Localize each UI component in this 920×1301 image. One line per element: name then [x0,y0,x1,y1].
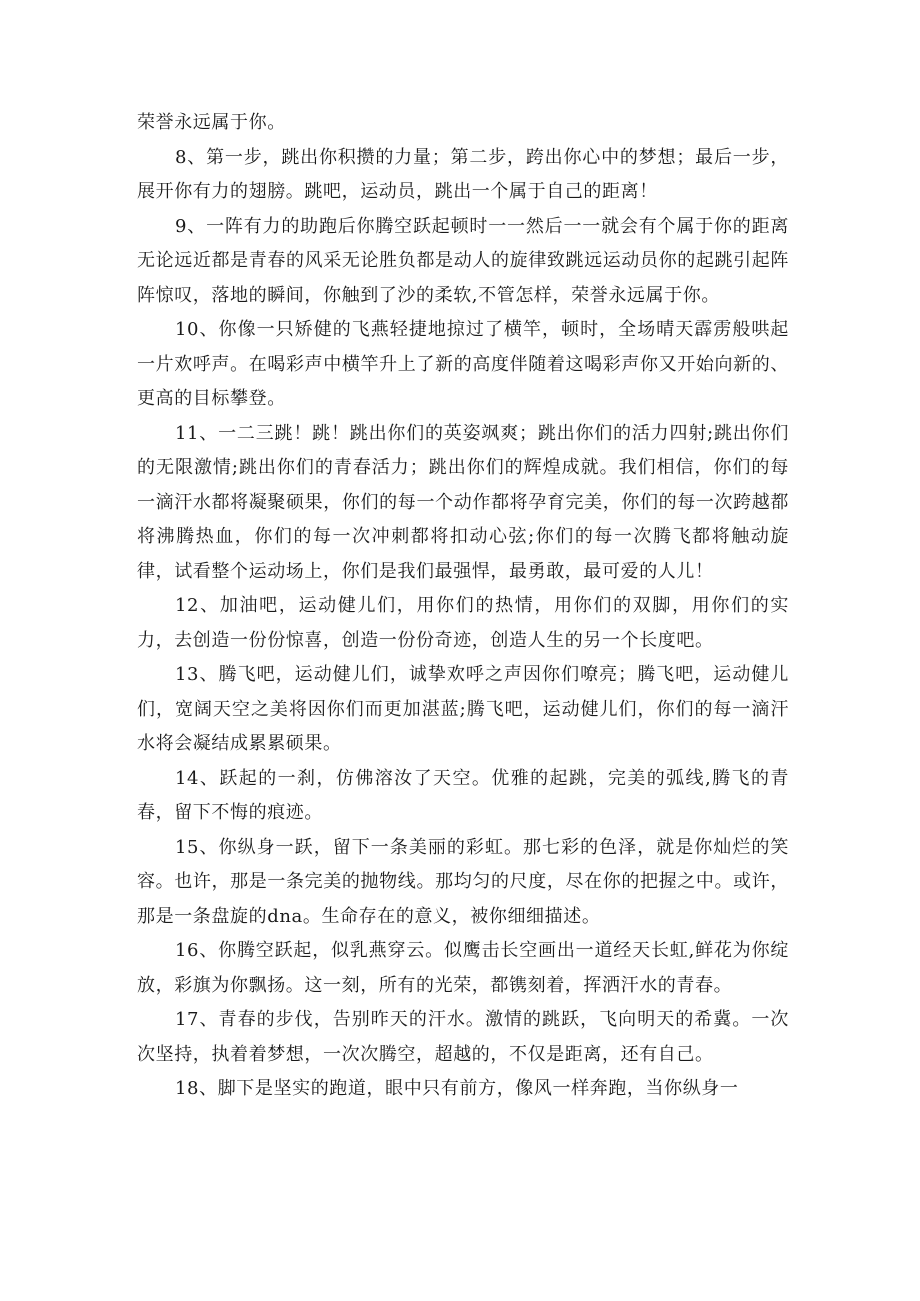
paragraph-17: 17、青春的步伐，告别昨天的汗水。激情的跳跃，飞向明天的希冀。一次次坚持，执着着梦想，一次次腾空，超越的，不仅是距离，还有自己。 [137,1009,789,1065]
paragraph-15: 15、你纵身一跃，留下一条美丽的彩虹。那七彩的色泽，就是你灿烂的笑容。也许，那是一条完美的抛物线。那均匀的尺度，尽在你的把握之中。或许，那是一条盘旋的dna。生命存在的意义，被你细细描述。 [137,836,789,927]
paragraph-11: 11、一二三跳！跳！跳出你们的英姿飒爽；跳出你们的活力四射;跳出你们的无限激情;跳出你们的青春活力；跳出你们的辉煌成就。我们相信，你们的每一滴汗水都将凝聚硕果，你们的每一个动作都将孕育完美，你们的每一次跨越都将沸腾热血，你们的每一次冲刺都将扣动心弦;你们的每一次腾飞都将触动旋律，试看整个运动场上，你们是我们最强悍，最勇敢，最可爱的人儿！ [137,422,789,582]
paragraph-12: 12、加油吧，运动健儿们，用你们的热情，用你们的双脚，用你们的实力，去创造一份份惊喜，创造一份份奇迹，创造人生的另一个长度吧。 [137,595,789,651]
paragraph-18: 18、脚下是坚实的跑道，眼中只有前方，像风一样奔跑，当你纵身一 [175,1078,739,1099]
paragraph-16: 16、你腾空跃起，似乳燕穿云。似鹰击长空画出一道经天长虹,鲜花为你绽放，彩旗为你飘扬。这一刻，所有的光荣，都镌刻着，挥洒汗水的青春。 [137,940,789,996]
paragraph-10: 10、你像一只矫健的飞燕轻捷地掠过了横竿，顿时，全场晴天霹雳般哄起一片欢呼声。在喝彩声中横竿升上了新的高度伴随着这喝彩声你又开始向新的、更高的目标攀登。 [137,319,789,409]
paragraph-8: 8、第一步，跳出你积攒的力量；第二步，跨出你心中的梦想；最后一步，展开你有力的翅膀。跳吧，运动员，跳出一个属于自己的距离！ [137,146,789,202]
paragraph-14: 14、跃起的一刹，仿佛溶汝了天空。优雅的起跳，完美的弧线,腾飞的青春，留下不悔的痕迹。 [137,767,789,823]
paragraph-continuation: 荣誉永远属于你。 [137,112,286,133]
document-body [137,106,789,1107]
paragraph-9: 9、一阵有力的助跑后你腾空跃起顿时一一然后一一就会有个属于你的距离无论远近都是青春的风采无论胜负都是动人的旋律致跳远运动员你的起跳引起阵阵惊叹，落地的瞬间，你触到了沙的柔软,不管怎样，荣誉永远属于你。 [137,215,789,306]
paragraph-13: 13、腾飞吧，运动健儿们，诚挚欢呼之声因你们嘹亮；腾飞吧，运动健儿们，宽阔天空之美将因你们而更加湛蓝;腾飞吧，运动健儿们，你们的每一滴汗水将会凝结成累累硕果。 [137,664,789,754]
